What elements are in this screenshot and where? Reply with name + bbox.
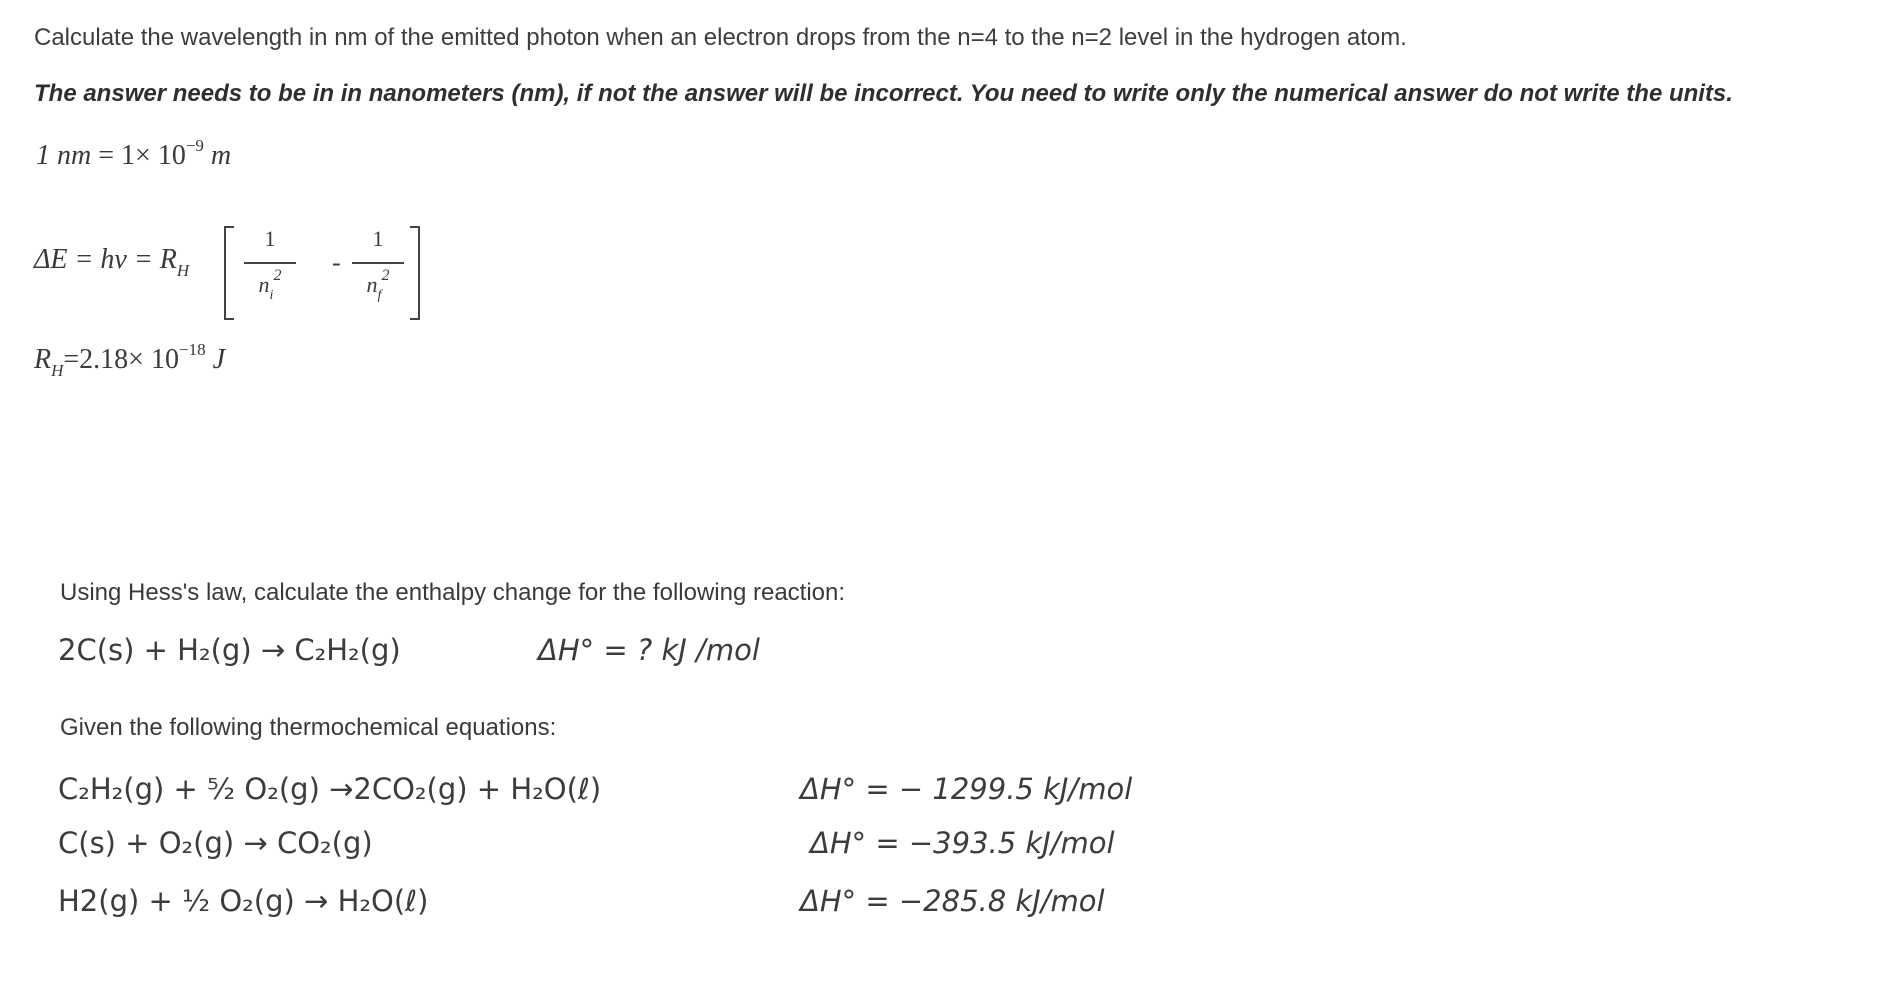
question2-prompt: Using Hess's law, calculate the enthalpy change for the following reaction: [60,579,846,606]
equation-1-reaction: C₂H₂(g) + ⁵⁄₂ O₂(g) →2CO₂(g) + H₂O(ℓ) [58,772,602,806]
equation-3-reaction: H2(g) + ½ O₂(g) → H₂O(ℓ) [58,884,429,918]
fraction-bar [352,262,404,264]
fraction-bar [244,262,296,264]
formula-lhs [34,244,190,280]
nm-mantissa: 1× 10 [121,140,186,171]
target-reaction: 2C(s) + H₂(g) → C₂H₂(g) [58,633,401,667]
equals-sign: = [98,140,122,171]
equation-3-enthalpy: ΔH° = −285.8 kJ/mol [800,884,1105,918]
fraction-final-numerator: 1 [372,226,384,251]
given-label: Given the following thermochemical equations: [60,714,557,741]
rydberg-symbol: R [34,344,52,375]
formula-rh-subscript: H [176,261,190,280]
nm-exponent: −9 [185,136,204,155]
energy-formula [34,222,414,322]
nm-conversion [36,136,232,172]
right-bracket [410,226,420,320]
equation-2-reaction: C(s) + O₂(g) → CO₂(g) [58,826,373,860]
nm-unit: m [210,140,232,171]
equation-1-enthalpy: ΔH° = − 1299.5 kJ/mol [800,772,1133,806]
initial-square: 2 [273,267,282,284]
nm-lhs: 1 nm [36,140,92,171]
target-enthalpy: ΔH° = ? kJ /mol [538,633,760,667]
initial-subscript: i [269,288,274,303]
fraction-initial-numerator: 1 [264,226,276,251]
formula-lhs-text: ΔE = hν = R [34,244,177,275]
rydberg-constant [34,340,226,380]
final-square: 2 [381,267,390,284]
rydberg-subscript: H [51,361,64,380]
rydberg-exponent: −18 [178,340,206,359]
left-bracket [224,226,234,320]
equation-2-enthalpy: ΔH° = −393.5 kJ/mol [810,826,1115,860]
final-subscript: f [377,288,382,303]
rydberg-unit: J [212,344,226,375]
fraction-initial-denominator: $n_i^2$ [258,267,282,303]
minus-sign: - [332,248,341,277]
question1-instructions: The answer needs to be in in nanometers (nm), if not the answer will be incorrect. You need to write only the numerical answer do not write the units. [34,80,1733,107]
rydberg-value: =2.18× 10 [63,344,179,375]
question1-prompt: Calculate the wavelength in nm of the emitted photon when an electron drops from the n=4 to the n=2 level in the hydrogen atom. [34,24,1407,51]
fraction-final-denominator: $n_f^2$ [366,267,390,303]
